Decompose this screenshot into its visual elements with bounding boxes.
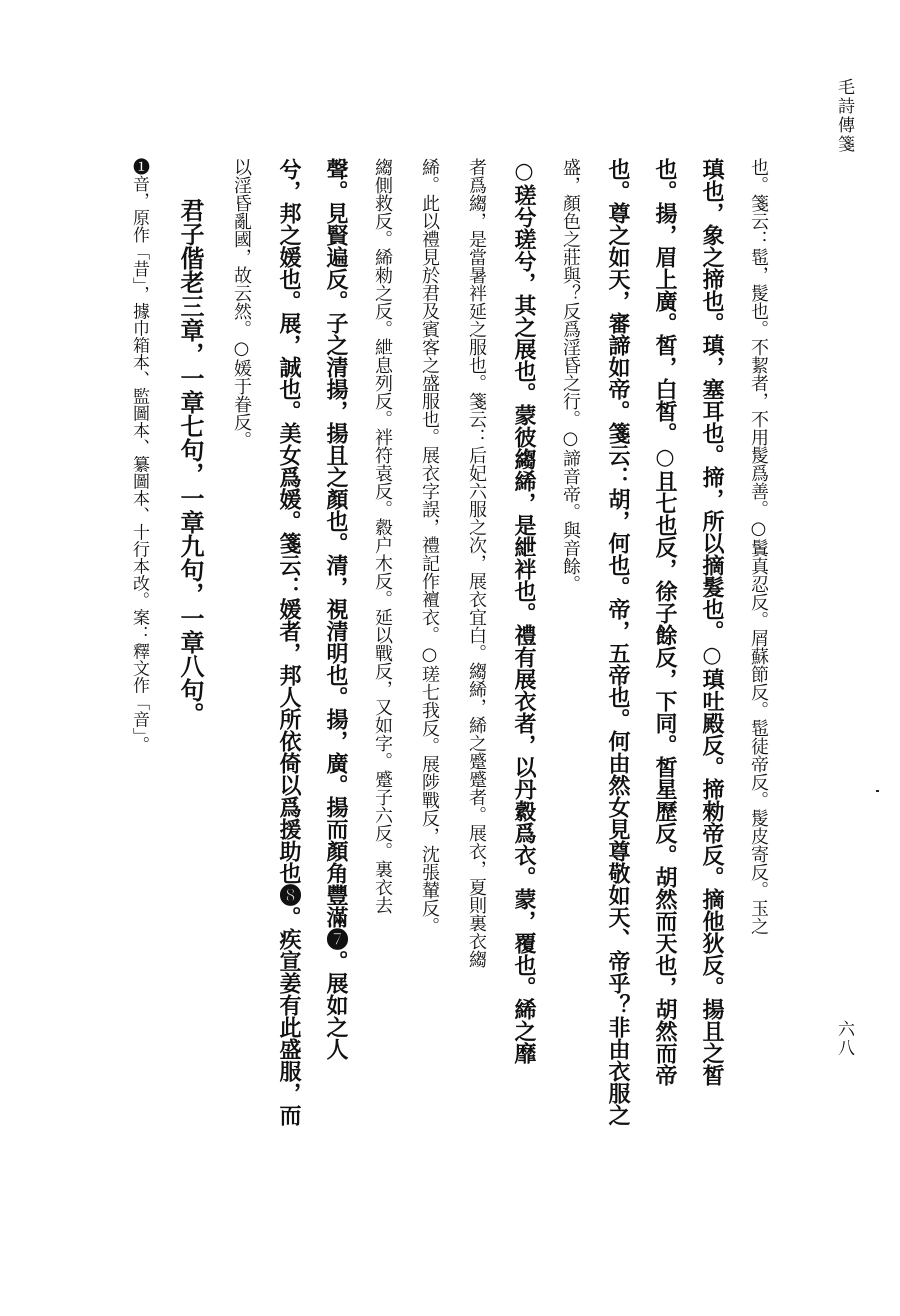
main-text xyxy=(82,158,782,1243)
text-column-11: 兮，邦之媛也。展，誠也。美女爲媛。箋云：媛者，邦人所依倚以爲援助也❽。疾宣姜有此盛服，而 xyxy=(276,158,302,1126)
page-number: 六八 xyxy=(834,1020,854,1058)
text-column-4: 也。尊之如天，審諦如帝。箋云：胡，何也。帝，五帝也。何由然女見尊敬如天、帝乎？非由衣服之 xyxy=(605,158,631,1126)
stray-ink-mark xyxy=(876,790,879,792)
footnote: ❶音，原作「昔」，據巾箱本、監圖本、纂圖本、十行本改。案：釋文作「音」。 xyxy=(129,158,149,753)
text-column-10: 聲。見賢遍反。子之清揚，揚且之顏也。清，視清明也。揚，廣。揚而顏角豐滿❼。展如之人 xyxy=(323,158,349,1060)
text-column-5: 盛，顏色之莊與？反爲淫昏之行。○諦音帝。與音餘。 xyxy=(560,158,581,593)
text-column-7: 者爲縐，是當暑袢延之服也。箋云：后妃六服之次，展衣宜白。縐絺，絺之蹙蹙者。展衣，夏則裏衣縐 xyxy=(466,158,487,968)
text-column-2: 瑱也，象之揥也。瑱，塞耳也。揥，所以摘髮也。○瑱吐殿反。揥勑帝反。摘他狄反。揚且之皙 xyxy=(699,158,725,1086)
text-column-1: 也。箋云：髢，髲也。不絜者，不用髲爲善。○鬒真忍反。屑蘇節反。髢徒帝反。髲皮寄反。玉之 xyxy=(748,158,769,935)
running-title: 毛詩傳箋 xyxy=(834,78,854,154)
text-column-6: ○瑳兮瑳兮，其之展也。蒙彼縐絺，是紲袢也。禮有展衣者，以丹縠爲衣。蒙，覆也。絺之靡 xyxy=(511,158,537,1064)
text-column-12: 以淫昏亂國，故云然。○媛于眷反。 xyxy=(231,158,252,449)
text-column-9: 縐側救反。絺勑之反。紲息列反。袢符袁反。縠户木反。延以戰反，又如字。蹙子六反。裏衣去 xyxy=(372,158,393,914)
text-column-3: 也。揚，眉上廣。皙，白皙。○且七也反，徐子餘反，下同。皙星歷反。胡然而天也，胡然而帝 xyxy=(652,158,678,1086)
chapter-summary: 君子偕老三章，一章七句，一章九句，一章八句。 xyxy=(176,198,205,726)
text-column-8: 絺。此以禮見於君及賓客之盛服也。展衣字誤，禮記作襢衣。○瑳七我反。展陟戰反，沈張輦反。 xyxy=(419,158,440,935)
